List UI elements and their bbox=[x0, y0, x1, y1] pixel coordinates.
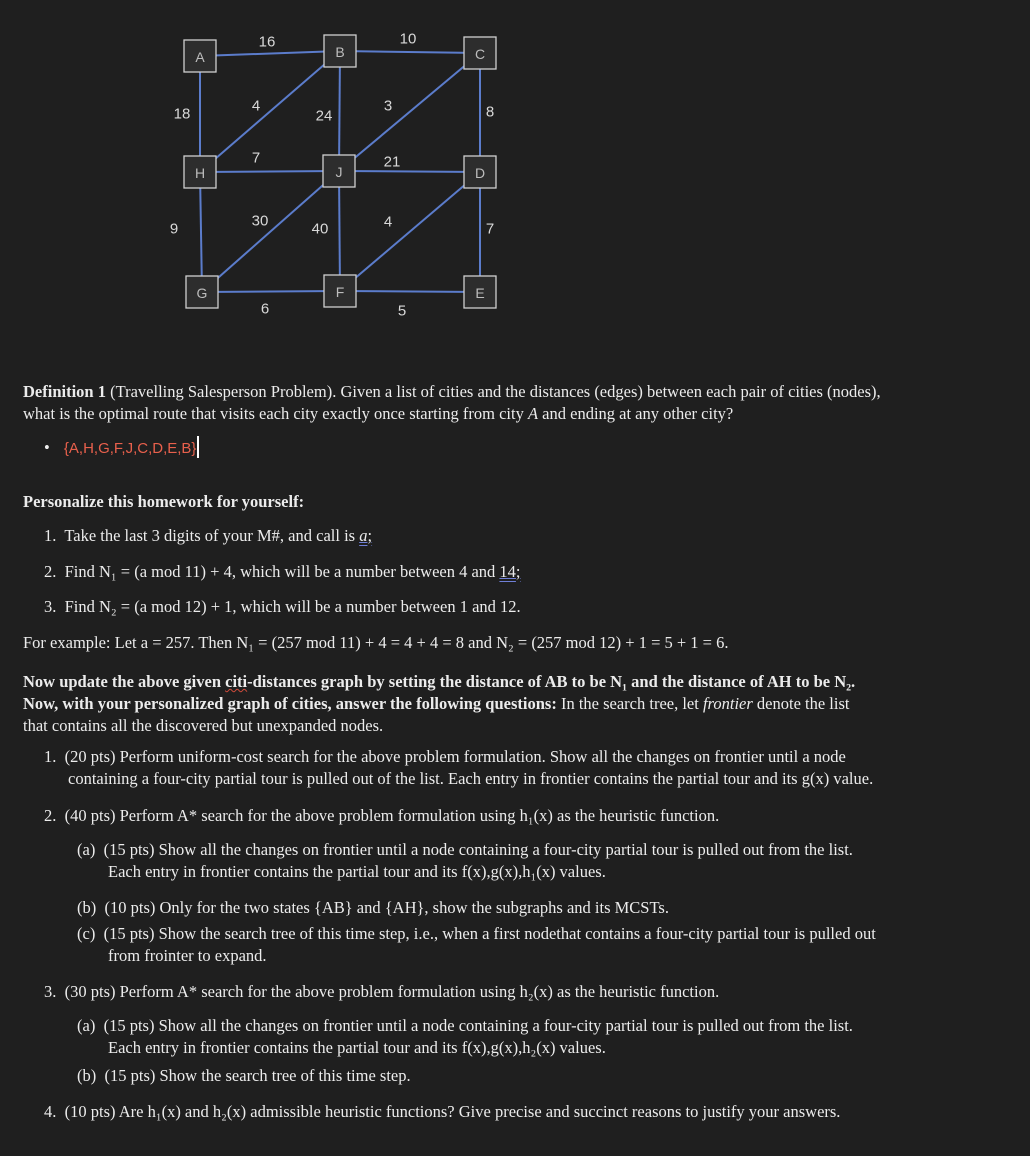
node-d bbox=[464, 156, 496, 188]
definition-text-1: Given a list of cities and the distances (edges) between each pair of cities (nodes), bbox=[340, 382, 881, 401]
edge-weight-j-c: 3 bbox=[383, 97, 393, 115]
q2a-line-2: Each entry in frontier contains the partial tour and its f(x),g(x),h₁(x) values. bbox=[108, 862, 606, 881]
q4-line: 4. (10 pts) Are h₁(x) and h₂(x) admissible heuristic functions? Give precise and succinct reasons to justify your answers. bbox=[44, 1102, 841, 1121]
definition-label: Definition 1 bbox=[23, 382, 106, 401]
q2c-line-2: from frointer to expand. bbox=[108, 946, 267, 965]
node-a bbox=[184, 40, 216, 72]
edge-weight-g-f: 6 bbox=[260, 300, 270, 318]
q2b-line: (b) (10 pts) Only for the two states {AB} and {AH}, show the subgraphs and its MCSTs. bbox=[77, 898, 669, 917]
definition-title: (Travelling Salesperson Problem). bbox=[110, 382, 337, 401]
answer-bullet-line[interactable] bbox=[44, 436, 199, 459]
edge-b-c bbox=[340, 51, 480, 53]
edge-h-g bbox=[200, 172, 202, 292]
node-label: E bbox=[475, 285, 485, 301]
node-label: D bbox=[474, 165, 486, 181]
node-f bbox=[324, 275, 356, 307]
edge-weight-c-d: 8 bbox=[485, 103, 495, 121]
step-1: 1. Take the last 3 digits of your M#, and call is a; bbox=[44, 526, 373, 545]
q1-line-2: containing a four-city partial tour is pulled out of the list. Each entry in frontier contains the partial tour and its g(x) value. bbox=[68, 769, 874, 788]
edge-f-d bbox=[340, 172, 480, 291]
node-label: A bbox=[195, 49, 205, 65]
edge-g-f bbox=[202, 291, 340, 292]
q3a-line-1: (a) (15 pts) Show all the changes on frontier until a node containing a four-city partial tour is pulled out from the list. bbox=[77, 1016, 853, 1035]
q3-line: 3. (30 pts) Perform A* search for the above problem formulation using h₂(x) as the heuristic function. bbox=[44, 982, 720, 1001]
q3b-line: (b) (15 pts) Show the search tree of this time step. bbox=[77, 1066, 411, 1085]
edge-j-d bbox=[339, 171, 480, 172]
example-line: For example: Let a = 257. Then N₁ = (257 mod 11) + 4 = 4 + 4 = 8 and N₂ = (257 mod 12) + 1 = 5 + 1 = 6. bbox=[23, 633, 729, 652]
q2a-line-1: (a) (15 pts) Show all the changes on frontier until a node containing a four-city partial tour is pulled out from the list. bbox=[77, 840, 853, 859]
edge-h-j bbox=[200, 171, 339, 172]
personalize-heading: Personalize this homework for yourself: bbox=[23, 492, 305, 511]
text-cursor bbox=[197, 436, 199, 458]
edge-j-c bbox=[339, 53, 480, 171]
update-line-1: Now update the above given citi-distances graph by setting the distance of AB to be N₁ and the distance of AH to be N₂. bbox=[23, 672, 856, 691]
update-line-2: Now, with your personalized graph of cities, answer the following questions: In the search tree, let frontier denote the list bbox=[23, 694, 850, 713]
edge-weight-f-d: 4 bbox=[383, 213, 393, 231]
node-h bbox=[184, 156, 216, 188]
node-label: H bbox=[194, 165, 206, 181]
edge-f-e bbox=[340, 291, 480, 292]
edge-weight-h-g: 9 bbox=[169, 220, 179, 238]
update-line-3: that contains all the discovered but unexpanded nodes. bbox=[23, 716, 384, 735]
node-j bbox=[323, 155, 355, 187]
node-g bbox=[186, 276, 218, 308]
edge-weight-d-e: 7 bbox=[485, 220, 495, 238]
node-e bbox=[464, 276, 496, 308]
definition-line-2: what is the optimal route that visits each city exactly once starting from city A and ending at any other city? bbox=[23, 404, 734, 423]
node-c bbox=[464, 37, 496, 69]
edge-weight-g-j: 30 bbox=[251, 212, 269, 230]
edge-weight-h-b: 4 bbox=[251, 97, 261, 115]
node-label: F bbox=[335, 284, 345, 300]
edge-weight-h-j: 7 bbox=[251, 149, 261, 167]
edge-weight-a-h: 18 bbox=[173, 105, 191, 123]
edge-a-b bbox=[200, 51, 340, 56]
q2c-line-1: (c) (15 pts) Show the search tree of this time step, i.e., when a first nodethat contains a four-city partial tour is pulled out bbox=[77, 924, 876, 943]
edge-weight-f-e: 5 bbox=[397, 302, 407, 320]
node-label: C bbox=[474, 46, 486, 62]
step-3: 3. Find N₂ = (a mod 12) + 1, which will be a number between 1 and 12. bbox=[44, 597, 521, 616]
q2-line: 2. (40 pts) Perform A* search for the above problem formulation using h₁(x) as the heuristic function. bbox=[44, 806, 720, 825]
city-graph bbox=[0, 0, 1030, 340]
node-label: B bbox=[335, 44, 345, 60]
q3a-line-2: Each entry in frontier contains the partial tour and its f(x),g(x),h₂(x) values. bbox=[108, 1038, 606, 1057]
edge-b-j bbox=[339, 51, 340, 171]
edge-weight-b-c: 10 bbox=[399, 30, 417, 48]
q1-line-1: 1. (20 pts) Perform uniform-cost search for the above problem formulation. Show all the changes on frontier until a node bbox=[44, 747, 846, 766]
bullet: • bbox=[44, 438, 50, 457]
definition-line-1 bbox=[23, 381, 881, 402]
edge-weight-a-b: 16 bbox=[258, 33, 276, 51]
node-b bbox=[324, 35, 356, 67]
step-2: 2. Find N₁ = (a mod 11) + 4, which will be a number between 4 and 14; bbox=[44, 562, 521, 581]
edge-weight-b-j: 24 bbox=[315, 107, 333, 125]
edge-weight-j-d: 21 bbox=[383, 153, 401, 171]
answer-tour[interactable]: {A,H,G,F,J,C,D,E,B} bbox=[63, 440, 197, 457]
node-label: G bbox=[196, 285, 208, 301]
edge-j-f bbox=[339, 171, 340, 291]
edge-weight-j-f: 40 bbox=[311, 220, 329, 238]
node-label: J bbox=[335, 164, 343, 180]
